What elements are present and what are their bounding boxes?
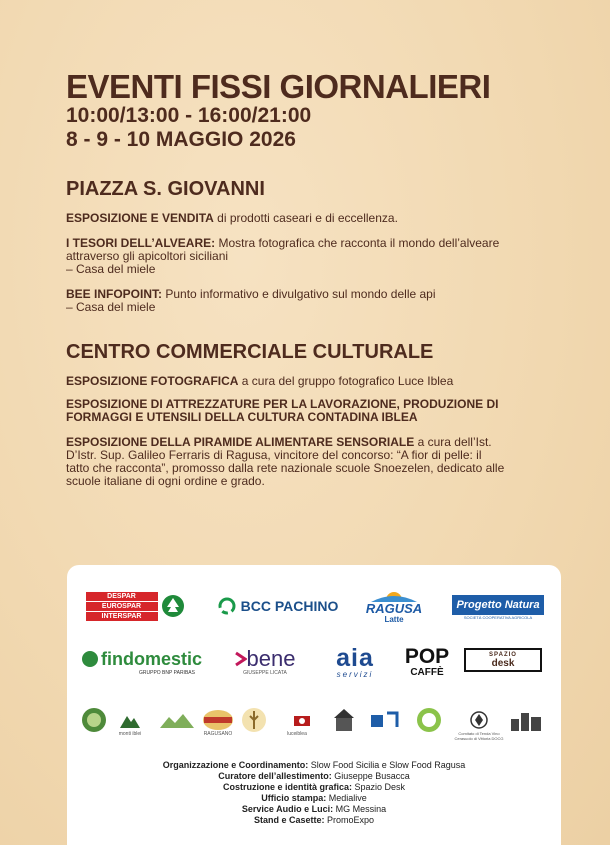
despar-logo: [85, 591, 185, 621]
findomestic-label: findomestic: [101, 648, 203, 669]
spazio-label: SPAZIO: [489, 651, 517, 658]
credit-line: [67, 782, 561, 793]
credit-label: Organizzazione e Coordinamento:: [162, 760, 309, 770]
credit-value: Giuseppe Busacca: [331, 771, 410, 781]
credit-label: Curatore dell’allestimento:: [218, 771, 332, 781]
section-title-centro: CENTRO COMMERCIALE CULTURALE: [66, 341, 434, 363]
ragusano-caption: RAGUSANO: [203, 731, 233, 737]
church-logo: [329, 705, 359, 735]
desk-label: desk: [491, 657, 515, 669]
findomestic-sub-label: GRUPPO BNP PARIBAS: [139, 669, 195, 676]
green-badge-logo: [414, 705, 444, 735]
page-title: EVENTI FISSI GIORNALIERI: [66, 68, 491, 105]
credit-label: Costruzione e identità grafica:: [222, 782, 352, 792]
interspar-label: INTERSPAR: [86, 612, 158, 621]
bcc-mark-icon: [217, 596, 237, 616]
entry-text: Mostra fotografica che racconta il mondo dell’alveare attraverso gli apicoltori siciliani: [66, 236, 500, 263]
chevron-mark-icon: [235, 651, 247, 667]
bcc-pachino-logo: [210, 593, 345, 619]
entry-bold: BEE INFOPOINT:: [66, 287, 163, 301]
entry-piramide-alimentare: [66, 436, 506, 488]
monti-iblei-logo: [115, 705, 145, 735]
aia-sub-label: servizi: [336, 669, 374, 679]
ragusano-logo: [200, 705, 236, 735]
pop-sub-label: CAFFÈ: [410, 667, 444, 678]
credit-value: Medialive: [326, 793, 367, 803]
bcc-label: BCC PACHINO: [240, 598, 339, 614]
landscape-icon: [159, 711, 195, 729]
eurospar-label: EUROSPAR: [86, 602, 158, 611]
despar-label: DESPAR: [86, 592, 158, 601]
progetto-label: Progetto Natura: [452, 595, 543, 615]
wheat-logo: [239, 705, 269, 735]
sponsor-panel: [67, 565, 561, 845]
credit-value: Spazio Desk: [352, 782, 406, 792]
round-badge-icon: [81, 707, 107, 733]
entry-tesori-alveare: [66, 237, 506, 276]
cerasuolo-caption: Comitato di Tenda Vino Cerasuolo di Vittoria DOCG: [454, 731, 504, 741]
pop-label: POP: [404, 645, 450, 668]
entry-extra: – Casa del miele: [66, 300, 156, 314]
school-logo: [367, 705, 403, 735]
entry-bee-infopoint: [66, 288, 506, 314]
entry-bold: I TESORI DELL’ALVEARE:: [66, 236, 216, 250]
credit-line: [67, 815, 561, 826]
crest-icon: [470, 711, 488, 729]
credit-label: Stand e Casette:: [253, 815, 325, 825]
credit-line: [67, 760, 561, 771]
event-hours: 10:00/13:00 - 16:00/21:00: [66, 104, 312, 127]
ragusa-sub-label: Latte: [384, 615, 404, 624]
skyline-icon: [509, 709, 545, 731]
section-title-piazza: PIAZZA S. GIOVANNI: [66, 178, 265, 200]
ragusa-label: RAGUSA: [365, 601, 423, 616]
findomestic-mark-icon: [81, 650, 99, 668]
spazio-desk-logo: [463, 647, 543, 673]
association-badge-1: [79, 705, 109, 735]
luceiblea-logo: [282, 705, 322, 735]
entry-bold: ESPOSIZIONE DELLA PIRAMIDE ALIMENTARE SENSORIALE: [66, 435, 415, 449]
credits-block: [67, 760, 561, 826]
aia-label: aia: [336, 643, 374, 672]
entry-text: a cura dell’Ist. D’Istr. Sup. Galileo Ferraris di Ragusa, vincitore del concorso: “A fior di pelle: il tatto che racconta”, promosso dalla rete nazionale scuole Snoezelen, dedicato alle scuole italiane di ogni ordine e grado.: [66, 435, 505, 488]
entry-esposizione-fotografica: [66, 375, 506, 388]
fir-tree-icon: [161, 594, 185, 618]
leaf-badge-icon: [416, 707, 442, 733]
bene-sub-label: GIUSEPPE LICATA: [243, 670, 287, 676]
progetto-natura-logo: [449, 591, 547, 623]
monti-iblei-caption: monti iblei: [118, 731, 142, 737]
event-dates: 8 - 9 - 10 MAGGIO 2026: [66, 128, 296, 151]
mountain-icon: [119, 711, 141, 729]
consortium-logo: [157, 705, 197, 735]
entry-text: a cura del gruppo fotografico Luce Iblea: [238, 374, 454, 388]
ragusa-latte-logo: [359, 583, 429, 629]
entry-esposizione-vendita: [66, 212, 506, 225]
wheat-icon: [241, 707, 267, 733]
findomestic-logo: [81, 645, 211, 679]
entry-attrezzature: [66, 398, 506, 424]
cheese-icon: [202, 709, 234, 731]
school-mark-icon: [369, 709, 401, 731]
pop-caffe-logo: [402, 641, 452, 683]
entry-text: Punto informativo e divulgativo sul mondo delle api: [162, 287, 436, 301]
aia-servizi-logo: [317, 643, 393, 681]
bene-logo: [225, 643, 305, 681]
credit-value: PromoExpo: [324, 815, 375, 825]
sun-hill-icon: [371, 588, 417, 602]
entry-extra: – Casa del miele: [66, 262, 156, 276]
church-icon: [331, 707, 357, 733]
bene-label: bene: [246, 646, 296, 671]
credit-line: [67, 804, 561, 815]
entry-bold: ESPOSIZIONE DI ATTREZZATURE PER LA LAVORAZIONE, PRODUZIONE DI FORMAGGI E UTENSILI DELLA CULTURA CONTADINA IBLEA: [66, 397, 499, 424]
cerasuolo-logo: [454, 705, 504, 741]
credit-line: [67, 771, 561, 782]
credit-label: Service Audio e Luci:: [241, 804, 334, 814]
progetto-sub-label: SOCIETÀ COOPERATIVA AGRICOLA: [463, 614, 533, 620]
credit-value: Slow Food Sicilia e Slow Food Ragusa: [308, 760, 466, 770]
entry-text: di prodotti caseari e di eccellenza.: [213, 211, 398, 225]
entry-bold: ESPOSIZIONE FOTOGRAFICA: [66, 374, 239, 388]
credit-value: MG Messina: [333, 804, 387, 814]
credit-line: [67, 793, 561, 804]
camera-icon: [293, 713, 311, 727]
entry-bold: ESPOSIZIONE E VENDITA: [66, 211, 214, 225]
luceiblea-caption: luceiblea: [287, 731, 307, 737]
credit-label: Ufficio stampa:: [261, 793, 327, 803]
town-skyline-logo: [507, 705, 547, 735]
